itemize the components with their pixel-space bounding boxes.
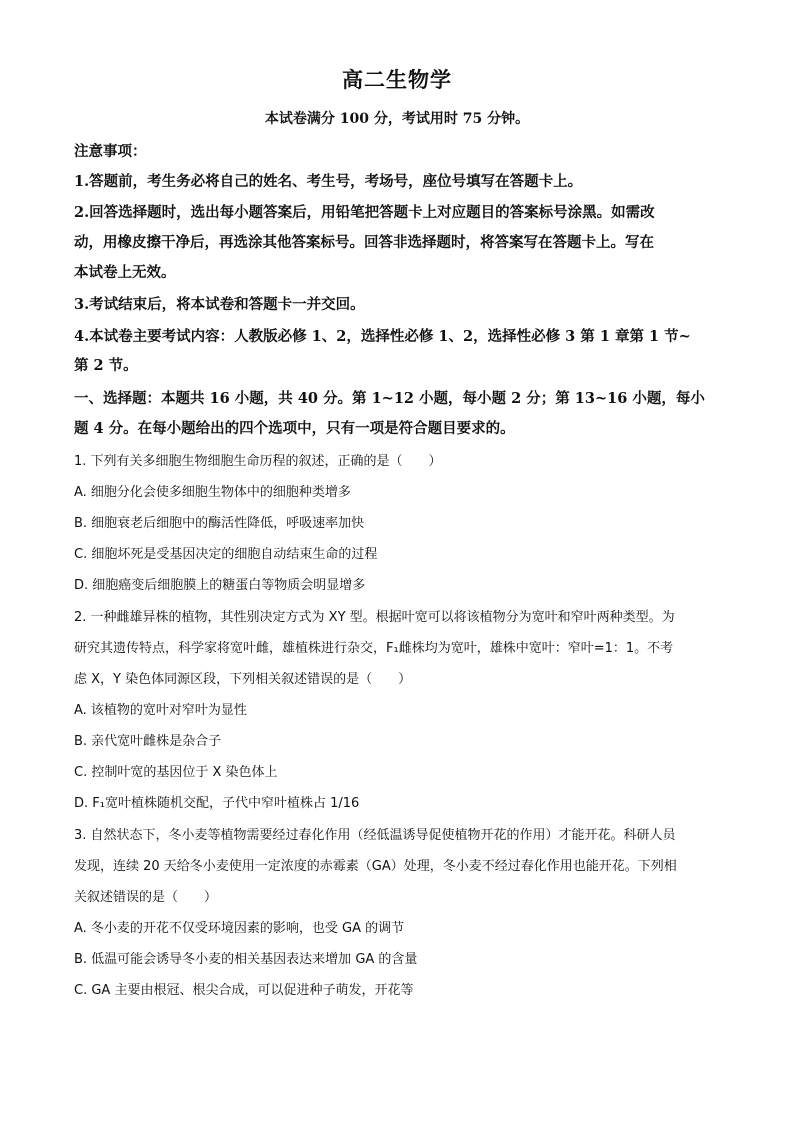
notice-line: 3.考试结束后，将本试卷和答题卡一并交回。 bbox=[74, 296, 365, 313]
question-1-option-c: C. 细胞坏死是受基因决定的细胞自动结束生命的过程 bbox=[74, 547, 378, 562]
question-3-stem: 3. 自然状态下，冬小麦等植物需要经过春化作用（经低温诱导促使植物开花的作用）才能开花。科研人员 bbox=[74, 828, 676, 843]
question-2-stem: 研究其遗传特点，科学家将宽叶雌，雄植株进行杂交，F₁雌株均为宽叶，雄株中宽叶：窄叶=1：1。不考 bbox=[74, 641, 674, 656]
exam-info: 本试卷满分 100 分，考试用时 75 分钟。 bbox=[264, 111, 530, 127]
section-heading: 题 4 分。在每小题给出的四个选项中，只有一项是符合题目要求的。 bbox=[74, 420, 515, 437]
question-2-option-a: A. 该植物的宽叶对窄叶为显性 bbox=[74, 703, 247, 718]
notice-line: 1.答题前，考生务必将自己的姓名、考生号，考场号，座位号填写在答题卡上。 bbox=[74, 173, 583, 190]
question-2-stem: 2. 一种雌雄异株的植物，其性别决定方式为 XY 型。根据叶宽可以将该植物分为宽叶和窄叶两种类型。为 bbox=[74, 610, 675, 625]
question-1-option-a: A. 细胞分化会使多细胞生物体中的细胞种类增多 bbox=[74, 485, 351, 500]
question-1-option-b: B. 细胞衰老后细胞中的酶活性降低，呼吸速率加快 bbox=[74, 516, 365, 531]
question-3-stem: 发现，连续 20 天给冬小麦使用一定浓度的赤霉素（GA）处理，冬小麦不经过春化作用也能开花。下列相 bbox=[74, 859, 677, 874]
question-2-option-d: D. F₁宽叶植株随机交配，子代中窄叶植株占 1/16 bbox=[74, 796, 360, 811]
notice-line: 2.回答选择题时，选出每小题答案后，用铅笔把答题卡上对应题目的答案标号涂黑。如需改 bbox=[74, 204, 655, 221]
page-title: 高二生物学 bbox=[342, 67, 452, 92]
notice-heading: 注意事项： bbox=[74, 143, 147, 160]
question-3-option-a: A. 冬小麦的开花不仅受环境因素的影响，也受 GA 的调节 bbox=[74, 921, 405, 936]
question-2-option-b: B. 亲代宽叶雌株是杂合子 bbox=[74, 734, 222, 749]
notice-line: 本试卷上无效。 bbox=[74, 264, 176, 281]
notice-line: 4.本试卷主要考试内容：人教版必修 1、2，选择性必修 1、2，选择性必修 3 第 1 章第 1 节~ bbox=[74, 328, 691, 345]
question-2-option-c: C. 控制叶宽的基因位于 X 染色体上 bbox=[74, 765, 278, 780]
question-2-stem: 虑 X，Y 染色体同源区段，下列相关叙述错误的是（ ） bbox=[74, 672, 412, 687]
notice-line: 第 2 节。 bbox=[74, 357, 138, 374]
section-heading: 一、选择题：本题共 16 小题，共 40 分。第 1~12 小题，每小题 2 分；第 13~16 小题，每小 bbox=[74, 390, 705, 407]
notice-line: 动，用橡皮擦干净后，再选涂其他答案标号。回答非选择题时，将答案写在答题卡上。写在 bbox=[74, 234, 654, 251]
question-3-option-c: C. GA 主要由根冠、根尖合成，可以促进种子萌发，开花等 bbox=[74, 983, 414, 998]
question-3-stem: 关叙述错误的是（ ） bbox=[74, 890, 218, 905]
question-3-option-b: B. 低温可能会诱导冬小麦的相关基因表达来增加 GA 的含量 bbox=[74, 952, 418, 967]
question-1-option-d: D. 细胞癌变后细胞膜上的糖蛋白等物质会明显增多 bbox=[74, 578, 366, 593]
question-1-stem: 1. 下列有关多细胞生物细胞生命历程的叙述，正确的是（ ） bbox=[74, 454, 442, 469]
